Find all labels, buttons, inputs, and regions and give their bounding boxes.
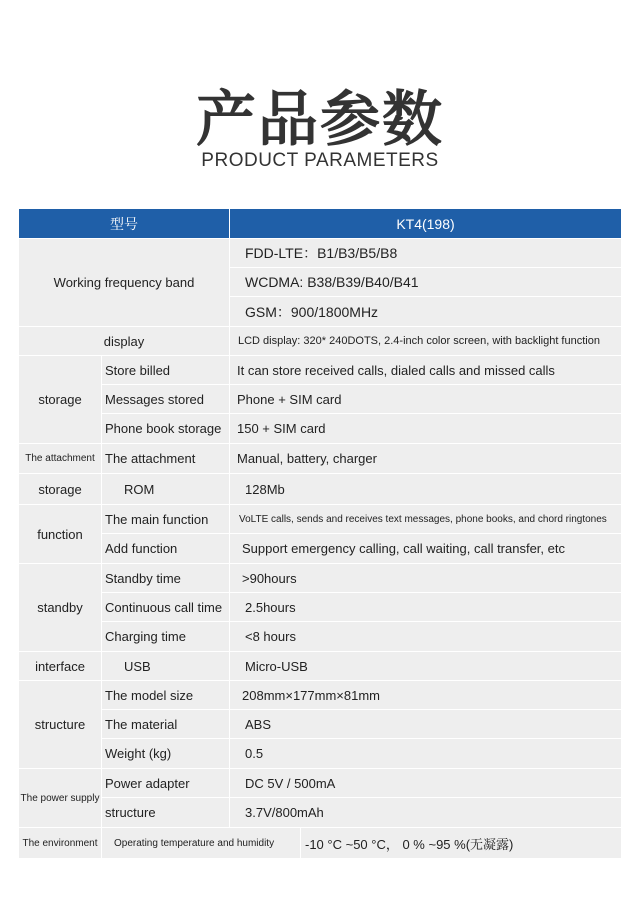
power-structure-value: 3.7V/800mAh [230, 798, 621, 827]
charging-time-label: Charging time [102, 622, 229, 651]
call-time-value: 2.5hours [230, 593, 621, 621]
storage-messages-label: Messages stored [102, 385, 229, 413]
interface-category: interface [19, 652, 101, 680]
standby-category: standby [19, 564, 101, 651]
model-size-value: 208mm×177mm×81mm [230, 681, 621, 709]
usb-label: USB [102, 652, 229, 680]
weight-label: Weight (kg) [102, 739, 229, 768]
parameters-table [19, 209, 621, 858]
power-structure-label: structure [102, 798, 229, 827]
power-adapter-value: DC 5V / 500mA [230, 769, 621, 797]
function-category: function [19, 505, 101, 563]
call-time-label: Continuous call time [102, 593, 229, 621]
environment-value: -10 °C ~50 °C， 0 % ~95 %(无凝露) [301, 828, 621, 858]
power-category: The power supply [19, 769, 101, 827]
freq-fdd-value: FDD-LTE：B1/B3/B5/B8 [230, 239, 621, 267]
power-adapter-label: Power adapter [102, 769, 229, 797]
storage-messages-value: Phone + SIM card [230, 385, 621, 413]
rom-value: 128Mb [230, 474, 621, 504]
material-label: The material [102, 710, 229, 738]
header-model-label: 型号 [19, 209, 229, 238]
function-add-value: Support emergency calling, call waiting, call transfer, etc [230, 534, 621, 563]
freq-gsm-value: GSM：900/1800MHz [230, 297, 621, 326]
rom-category: storage [19, 474, 101, 504]
function-main-value: VoLTE calls, sends and receives text messages, phone books, and chord ringtones [230, 505, 621, 533]
model-size-label: The model size [102, 681, 229, 709]
page-title-en: PRODUCT PARAMETERS [201, 150, 439, 171]
attachment-value: Manual, battery, charger [230, 444, 621, 473]
structure-category: structure [19, 681, 101, 768]
standby-time-label: Standby time [102, 564, 229, 592]
storage-billed-value: It can store received calls, dialed calls and missed calls [230, 356, 621, 384]
charging-time-value: <8 hours [230, 622, 621, 651]
page-title-cn: 产品参数 [196, 85, 444, 155]
storage-phonebook-label: Phone book storage [102, 414, 229, 443]
standby-time-value: >90hours [230, 564, 621, 592]
display-value: LCD display: 320* 240DOTS, 2.4-inch color screen, with backlight function [230, 327, 621, 355]
usb-value: Micro-USB [230, 652, 621, 680]
environment-label: Operating temperature and humidity [102, 828, 300, 858]
function-add-label: Add function [102, 534, 229, 563]
display-category: display [19, 327, 229, 355]
attachment-category: The attachment [19, 444, 101, 473]
storage-billed-label: Store billed [102, 356, 229, 384]
weight-value: 0.5 [230, 739, 621, 768]
material-value: ABS [230, 710, 621, 738]
header-model-value: KT4(198) [230, 209, 621, 238]
rom-label: ROM [102, 474, 229, 504]
environment-category: The environment [19, 828, 101, 858]
attachment-label: The attachment [102, 444, 229, 473]
freq-category: Working frequency band [19, 239, 229, 326]
freq-wcdma-value: WCDMA: B38/B39/B40/B41 [230, 268, 621, 296]
storage-phonebook-value: 150 + SIM card [230, 414, 621, 443]
storage-category: storage [19, 356, 101, 443]
function-main-label: The main function [102, 505, 229, 533]
